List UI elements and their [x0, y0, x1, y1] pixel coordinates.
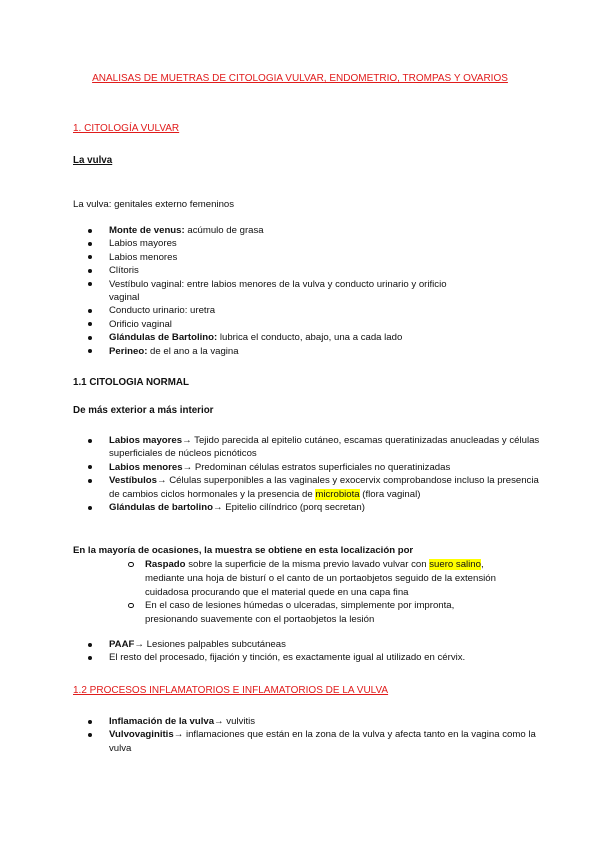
list-item: En el caso de lesiones húmedas o ulceradas, simplemente por impronta, presionando suavemente con el portaobjetos la lesión [73, 599, 505, 627]
list-item: PAAF→ Lesiones palpables subcutáneas [73, 638, 548, 651]
section-1-1-subheading: De más exterior a más interior [73, 405, 214, 416]
section-1-intro: La vulva: genitales externo femeninos [73, 199, 235, 210]
list-item: Vestíbulos→ Células superponibles a las vaginales y exocervix comprobandose incluso la presencia de cambios ciclos hormonales y la presencia de microbiota (flora vaginal) [73, 474, 548, 501]
section-1-subheading: La vulva [73, 155, 113, 166]
list-item: Monte de venus: acúmulo de grasa [73, 224, 543, 237]
section-1-2-heading: 1.2 PROCESOS INFLAMATORIOS E INFLAMATORIOS DE LA VULVA [73, 685, 389, 696]
list-item: Labios mayores [73, 237, 543, 250]
document-title: ANALISAS DE MUETRAS DE CITOLOGIA VULVAR, ENDOMETRIO, TROMPAS Y OVARIOS [92, 73, 508, 84]
list-item: Conducto urinario: uretra [73, 304, 543, 317]
list-item: Vestíbulo vaginal: entre labios menores de la vulva y conducto urinario y orificio vaginal [73, 278, 469, 305]
vulva-parts-list [73, 224, 543, 358]
inflammatory-processes-list [73, 715, 543, 755]
list-item: Vulvovaginitis→ inflamaciones que están en la zona de la vulva y afecta tanto en la vagina como la vulva [73, 728, 543, 755]
list-item: Perineo: de el ano a la vagina [73, 345, 543, 358]
list-item: Glándulas de bartolino→ Epitelio cilíndrico (porq secretan) [73, 501, 548, 514]
list-item: El resto del procesado, fijación y tinción, es exactamente igual al utilizado en cérvix. [73, 651, 548, 664]
list-item: Orificio vaginal [73, 318, 543, 331]
sampling-methods-list [73, 558, 523, 627]
list-item: Glándulas de Bartolino: lubrica el conducto, abajo, una a cada lado [73, 331, 543, 344]
section-1-heading: 1. CITOLOGÍA VULVAR [73, 123, 180, 134]
list-item: Labios menores→ Predominan células estratos superficiales no queratinizadas [73, 461, 548, 474]
list-item: Labios mayores→ Tejido parecida al epitelio cutáneo, escamas queratinizadas anucleadas y células superficiales de núcleos picnóticos [73, 434, 548, 461]
list-item: Clítoris [73, 264, 543, 277]
list-item: Raspado sobre la superficie de la misma previo lavado vulvar con suero salino, mediante una hoja de bisturí o el canto de un portaobjetos seguido de la extensión cuidadosa procurando que el material quede en una capa fina [73, 558, 523, 599]
sample-heading: En la mayoría de ocasiones, la muestra se obtiene en esta localización por [73, 545, 414, 556]
list-item: Labios menores [73, 251, 543, 264]
section-1-1-heading: 1.1 CITOLOGIA NORMAL [73, 377, 189, 388]
highlight: microbiota [315, 488, 360, 500]
additional-methods-list [73, 638, 548, 665]
highlight: suero salino [429, 559, 481, 570]
list-item: Inflamación de la vulva→ vulvitis [73, 715, 543, 728]
normal-cytology-list [73, 434, 548, 514]
